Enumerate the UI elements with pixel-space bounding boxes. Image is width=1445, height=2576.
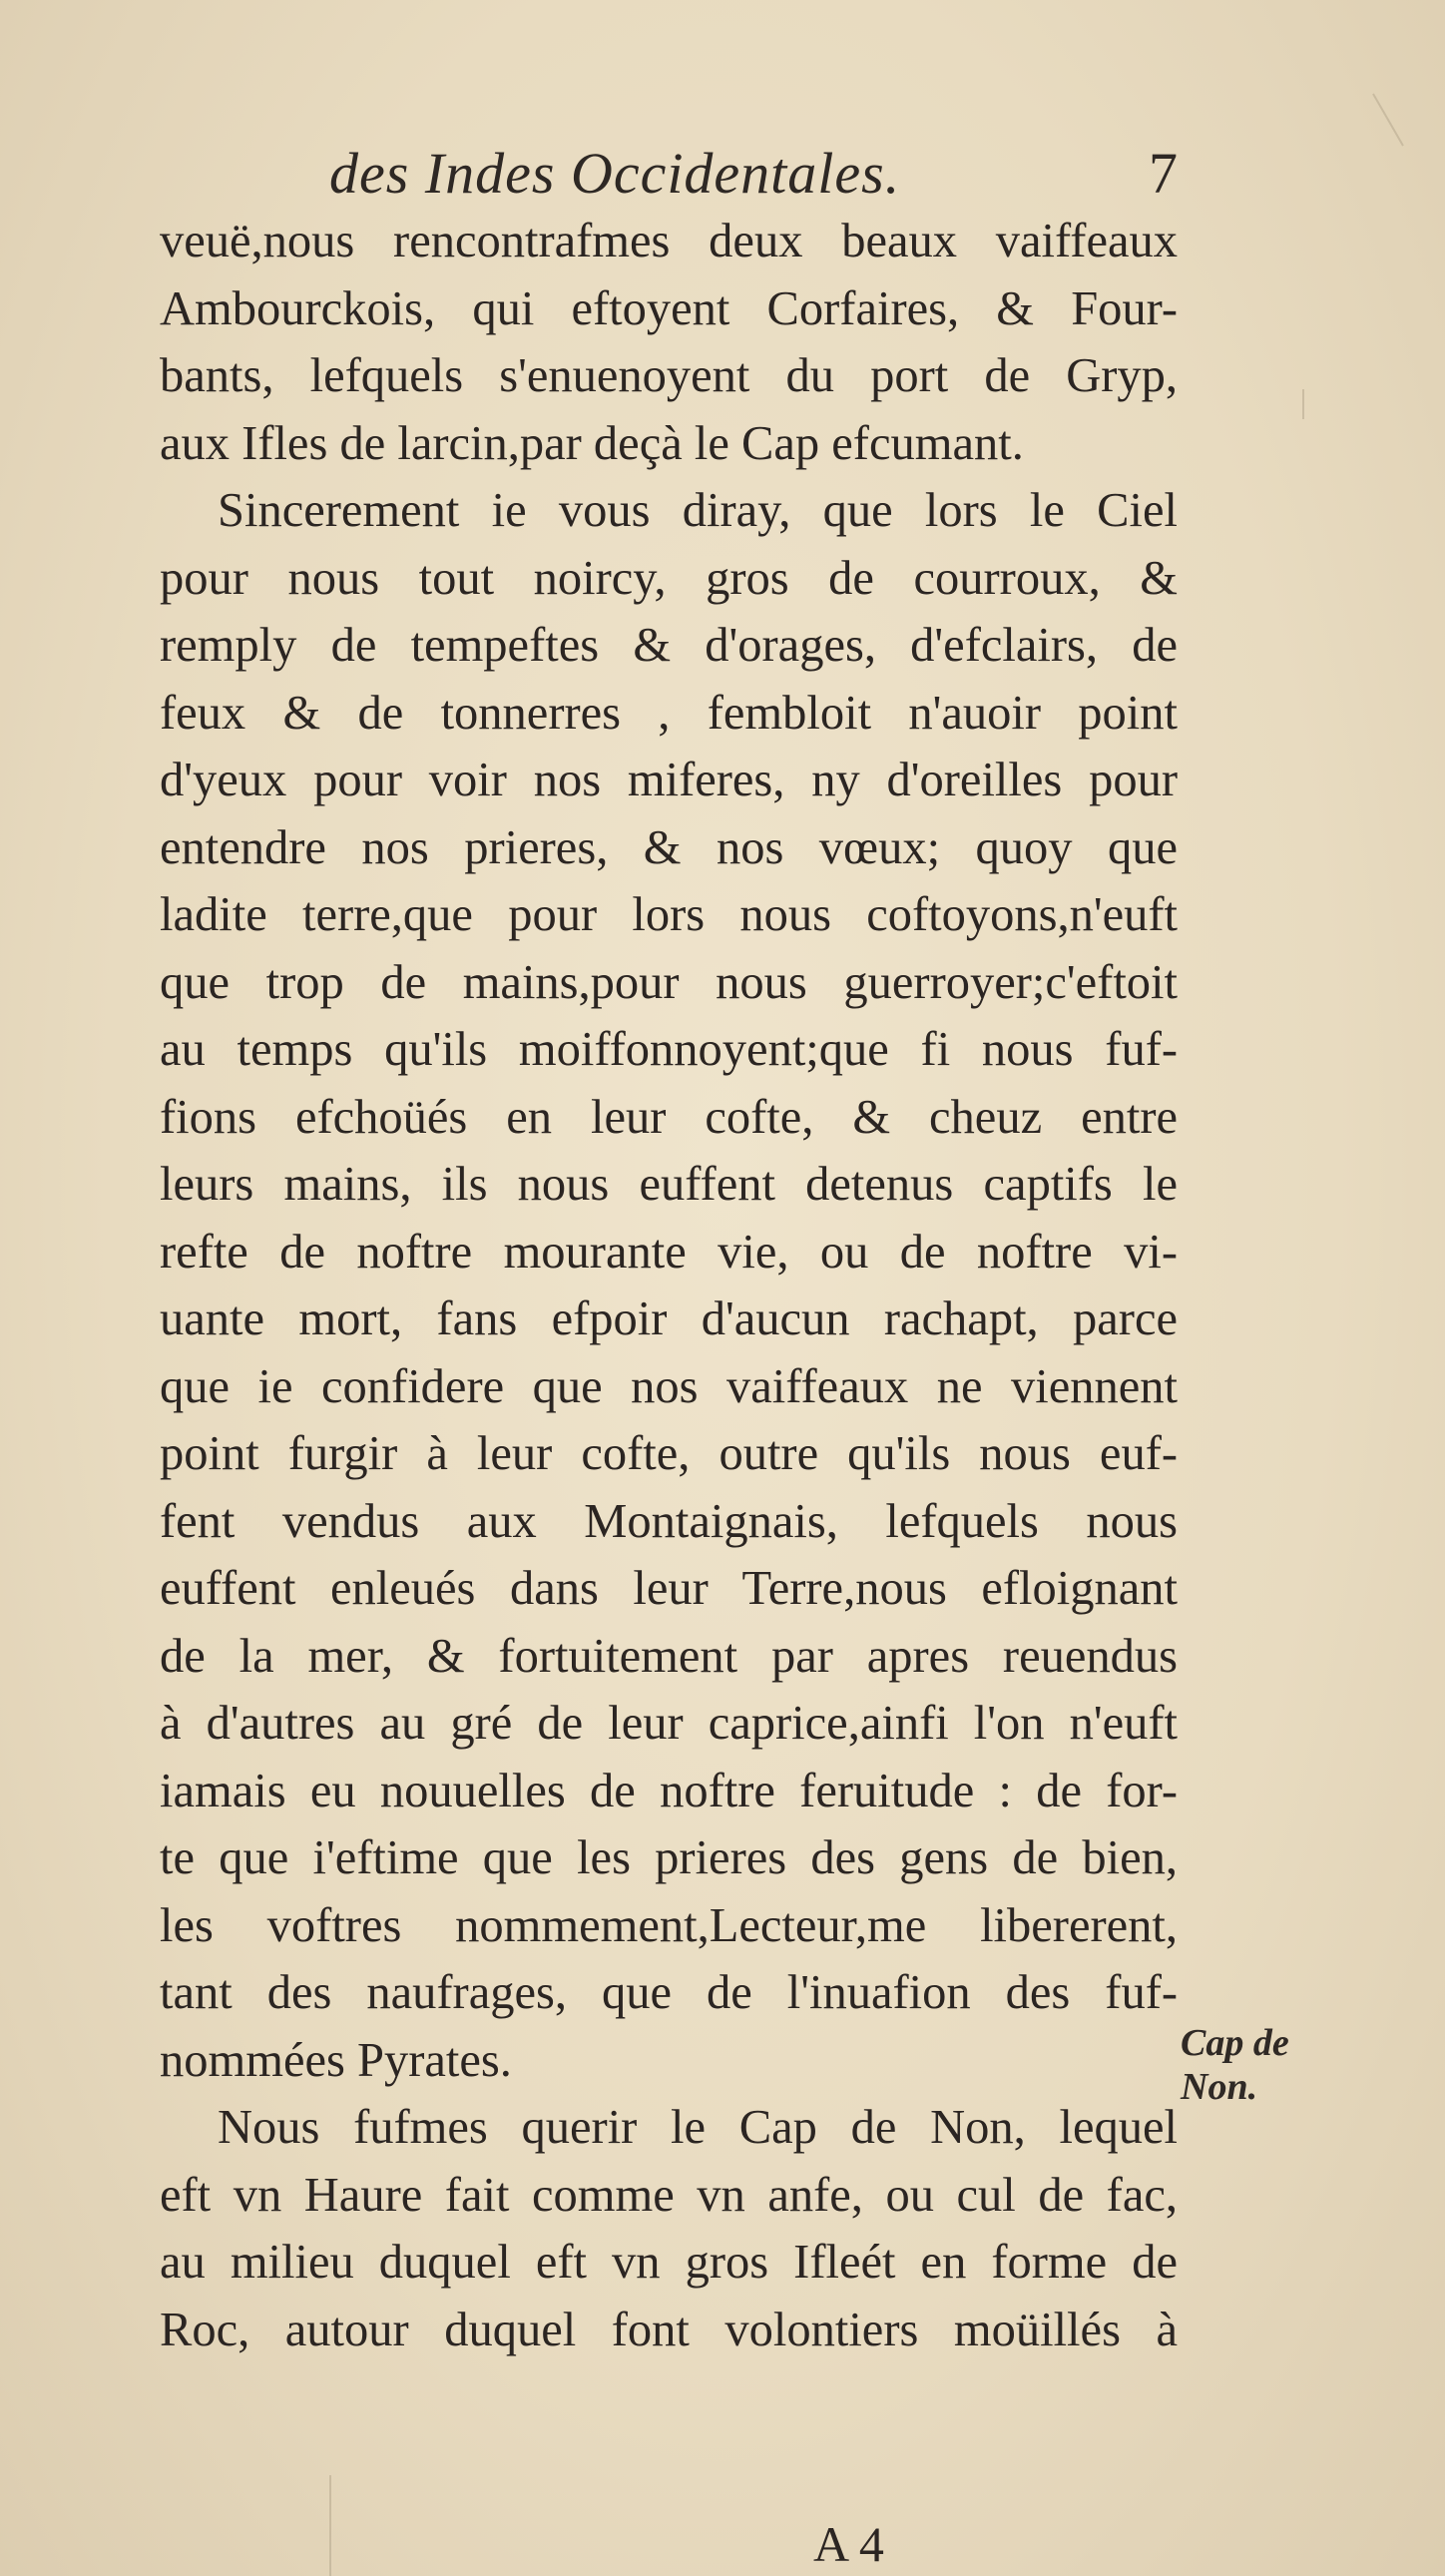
text-line: que trop de mains,pour nous guerroyer;c'eftoit [160,955,1178,1009]
text-line: à d'autres au gré de leur caprice,ainfi l'on n'euft [160,1697,1178,1750]
text-line: entendre nos prieres, & nos vœux; quoy que [160,820,1178,874]
paper-scratch [1372,94,1404,147]
body-text [160,208,1178,2363]
text-line: Roc, autour duquel font volontiers moüillés à [160,2303,1178,2356]
margin-note: Cap de Non. [1181,2022,1289,2108]
text-line: iamais eu nouuelles de noftre feruitude : de for- [160,1764,1178,1817]
text-line: Nous fufmes querir le Cap de Non, lequel [218,2101,1178,2154]
text-line: fions efchoüés en leur cofte, & cheuz entre [160,1090,1178,1144]
text-line: eft vn Haure fait comme vn anfe, ou cul de fac, [160,2168,1178,2222]
text-line: Sincerement ie vous diray, que lors le Ciel [218,484,1178,537]
text-line: tant des naufrages, que de l'inuafion des fuf- [160,1966,1178,2019]
text-line: les voftres nommement,Lecteur,me libererent, [160,1898,1178,1952]
text-line: au temps qu'ils moiffonnoyent;que fi nous fuf- [160,1023,1178,1076]
paper-scratch [329,2475,331,2576]
text-line: au milieu duquel eft vn gros Ifleét en forme de [160,2236,1178,2289]
signature-mark: A 4 [813,2516,884,2572]
text-line: te que i'eftime que les prieres des gens de bien, [160,1831,1178,1884]
text-line: d'yeux pour voir nos miferes, ny d'oreilles pour [160,754,1178,806]
text-line: euffent enleués dans leur Terre,nous efloignant [160,1562,1178,1615]
text-line: fent vendus aux Montaignais, lefquels nous [160,1494,1178,1548]
text-line: uante mort, fans efpoir d'aucun rachapt, parce [160,1292,1178,1345]
page-header [329,140,1178,210]
text-line: bants, lefquels s'enuenoyent du port de Gryp, [160,349,1178,402]
text-line: que ie confidere que nos vaiffeaux ne viennent [160,1359,1178,1413]
text-line: de la mer, & fortuitement par apres reuendus [160,1629,1178,1683]
text-line: remply de tempeftes & d'orages, d'efclairs, de [160,619,1178,672]
text-line: nommées Pyrates. [160,2033,512,2087]
text-line: point furgir à leur cofte, outre qu'ils nous euf- [160,1427,1178,1480]
text-line: aux Ifles de larcin,par deçà le Cap efcumant. [160,416,1024,470]
text-line: pour nous tout noircy, gros de courroux, & [160,551,1178,605]
text-line: refte de noftre mourante vie, ou de noftre vi- [160,1225,1178,1279]
text-line: ladite terre,que pour lors nous coftoyons,n'euft [160,888,1178,941]
text-line: Ambourckois, qui eftoyent Corfaires, & Four- [160,281,1178,335]
running-head: des Indes Occidentales. [329,141,901,206]
text-line: feux & de tonnerres , fembloit n'auoir point [160,686,1178,740]
paper-scratch [1302,389,1304,419]
page-number: 7 [1149,141,1178,206]
text-line: veuë,nous rencontrafmes deux beaux vaiffeaux [160,215,1178,267]
text-line: leurs mains, ils nous euffent detenus captifs le [160,1158,1178,1211]
